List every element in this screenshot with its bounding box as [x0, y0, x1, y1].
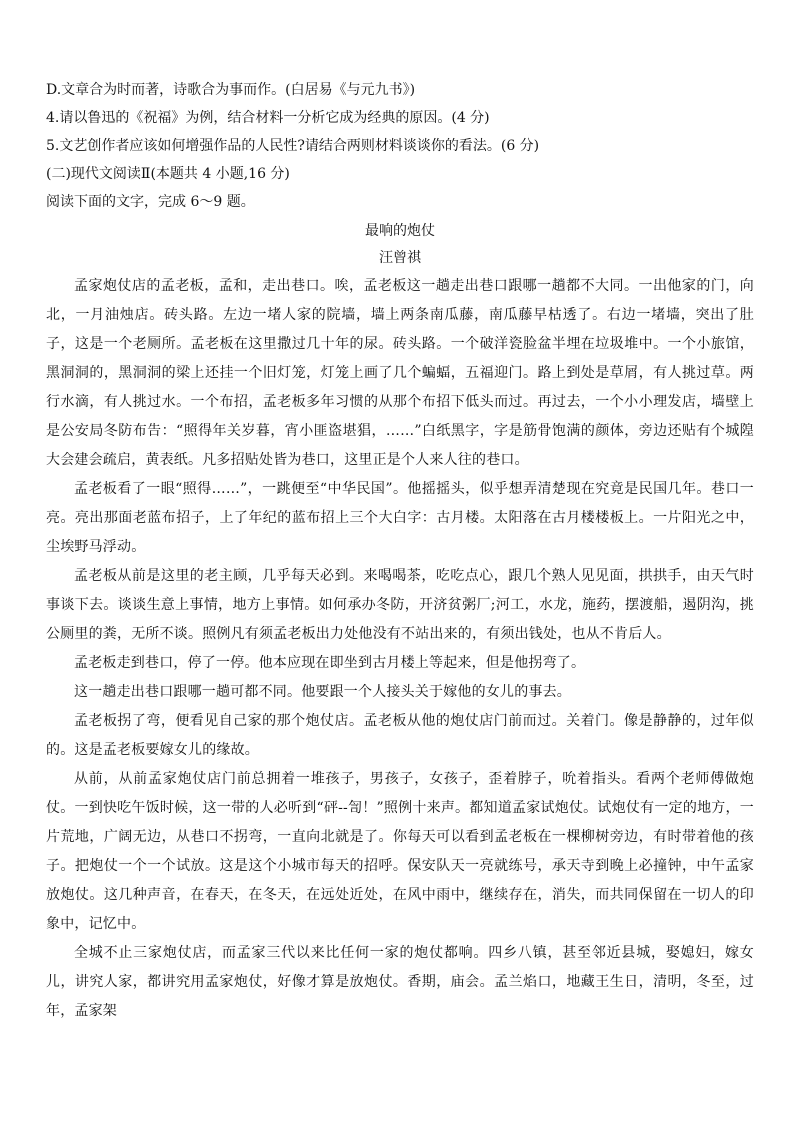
- section-heading: (二)现代文阅读Ⅱ(本题共 4 小题,16 分): [46, 166, 290, 182]
- article-paragraph: 这一趟走出巷口跟哪一趟可都不同。他要跟一个人接头关于嫁他的女儿的事去。: [74, 684, 571, 700]
- article-paragraph: 全城不止三家炮仗店，而孟家三代以来比任何一家的炮仗都响。四乡八镇，甚至邻近县城，娶媳妇，嫁女儿，讲究人家，都讲究用孟家炮仗，好像才算是放炮仗。香期，庙会。孟兰焰口，地藏王生日，清明，冬至，过年，孟家架: [46, 945, 754, 1019]
- question-option-d: D.文章合为时而著，诗歌合为事而作。(白居易《与元九书》): [46, 82, 416, 98]
- article-paragraph: 孟家炮仗店的孟老板，孟和，走出巷口。唉，孟老板这一趟走出巷口跟哪一趟都不大同。一出他家的门，向北，一月油烛店。砖头路。左边一堵人家的院墙，墙上两条南瓜藤，南瓜藤早枯透了。右边一堵墙，突出了肚子，这是一个老厕所。孟老板在这里撒过几十年的尿。砖头路。一个破洋瓷脸盆半埋在垃圾堆中。一个小旅馆，黑洞洞的，黑洞洞的梁上还挂一个旧灯笼，灯笼上画了几个蝙蝠，五福迎门。路上到处是草屑，有人挑过草。两行水滴，有人挑过水。一个布招，孟老板多年习惯的从那个布招下低头而过。再过去，一个小小理发店，墙壁上是公安局冬防布告：“照得年关岁暮，宵小匪盗堪猖，……”白纸黑字，字是筋骨饱满的颜体，旁边还贴有个城隍大会建会疏启，黄表纸。凡多招贴处皆为巷口，这里正是个人来人往的巷口。: [46, 278, 754, 468]
- article-paragraph: 孟老板拐了弯，便看见自己家的那个炮仗店。孟老板从他的炮仗店门前而过。关着门。像是静静的，过年似的。这是孟老板要嫁女儿的缘故。: [46, 713, 754, 758]
- document-page: [46, 76, 754, 1026]
- article-paragraph: 孟老板看了一眼“照得……”，一跳便至“中华民国”。他摇摇头，似乎想弄清楚现在究竟是民国几年。巷口一亮。亮出那面老蓝布招子，上了年纪的蓝布招上三个大白字：古月楼。太阳落在古月楼楼板上。一片阳光之中，尘埃野马浮动。: [46, 481, 754, 555]
- reading-instruction: 阅读下面的文字，完成 6～9 题。: [46, 194, 255, 210]
- article-paragraph: 孟老板走到巷口，停了一停。他本应现在即坐到古月楼上等起来，但是他拐弯了。: [74, 655, 586, 671]
- question-5: 5.文艺创作者应该如何增强作品的人民性?请结合两则材料谈谈你的看法。(6 分): [46, 138, 540, 154]
- article-paragraph: 从前，从前孟家炮仗店门前总拥着一堆孩子，男孩子，女孩子，歪着脖子，吮着指头。看两个老师傅做炮仗。一到快吃午饭时候，这一带的人必听到“砰--訇！”照例十来声。都知道孟家试炮仗。试炮仗有一定的地方，一片荒地，广阔无边，从巷口不拐弯，一直向北就是了。你每天可以看到孟老板在一棵柳树旁边，有时带着他的孩子。把炮仗一个一个试放。这是这个小城市每天的招呼。保安队天一亮就练号，承天寺到晚上必撞钟，中午孟家放炮仗。这几种声音，在春天，在冬天，在远处近处，在风中雨中，继续存在，消失，而共同保留在一切人的印象中，记忆中。: [46, 771, 754, 932]
- article-title: 最响的炮仗: [365, 223, 435, 239]
- article-paragraph: 孟老板从前是这里的老主顾，几乎每天必到。来喝喝茶，吃吃点心，跟几个熟人见见面，拱拱手，由天气时事谈下去。谈谈生意上事情，地方上事情。如何承办冬防，开济贫粥厂;河工，水龙，施药，摆渡船，遏阴沟，挑公厕里的粪，无所不谈。照例凡有须孟老板出力处他没有不站出来的，有须出钱处，也从不肯后人。: [46, 568, 754, 642]
- article-author: 汪曾祺: [379, 250, 421, 266]
- question-4: 4.请以鲁迅的《祝福》为例，结合材料一分析它成为经典的原因。(4 分): [46, 110, 490, 126]
